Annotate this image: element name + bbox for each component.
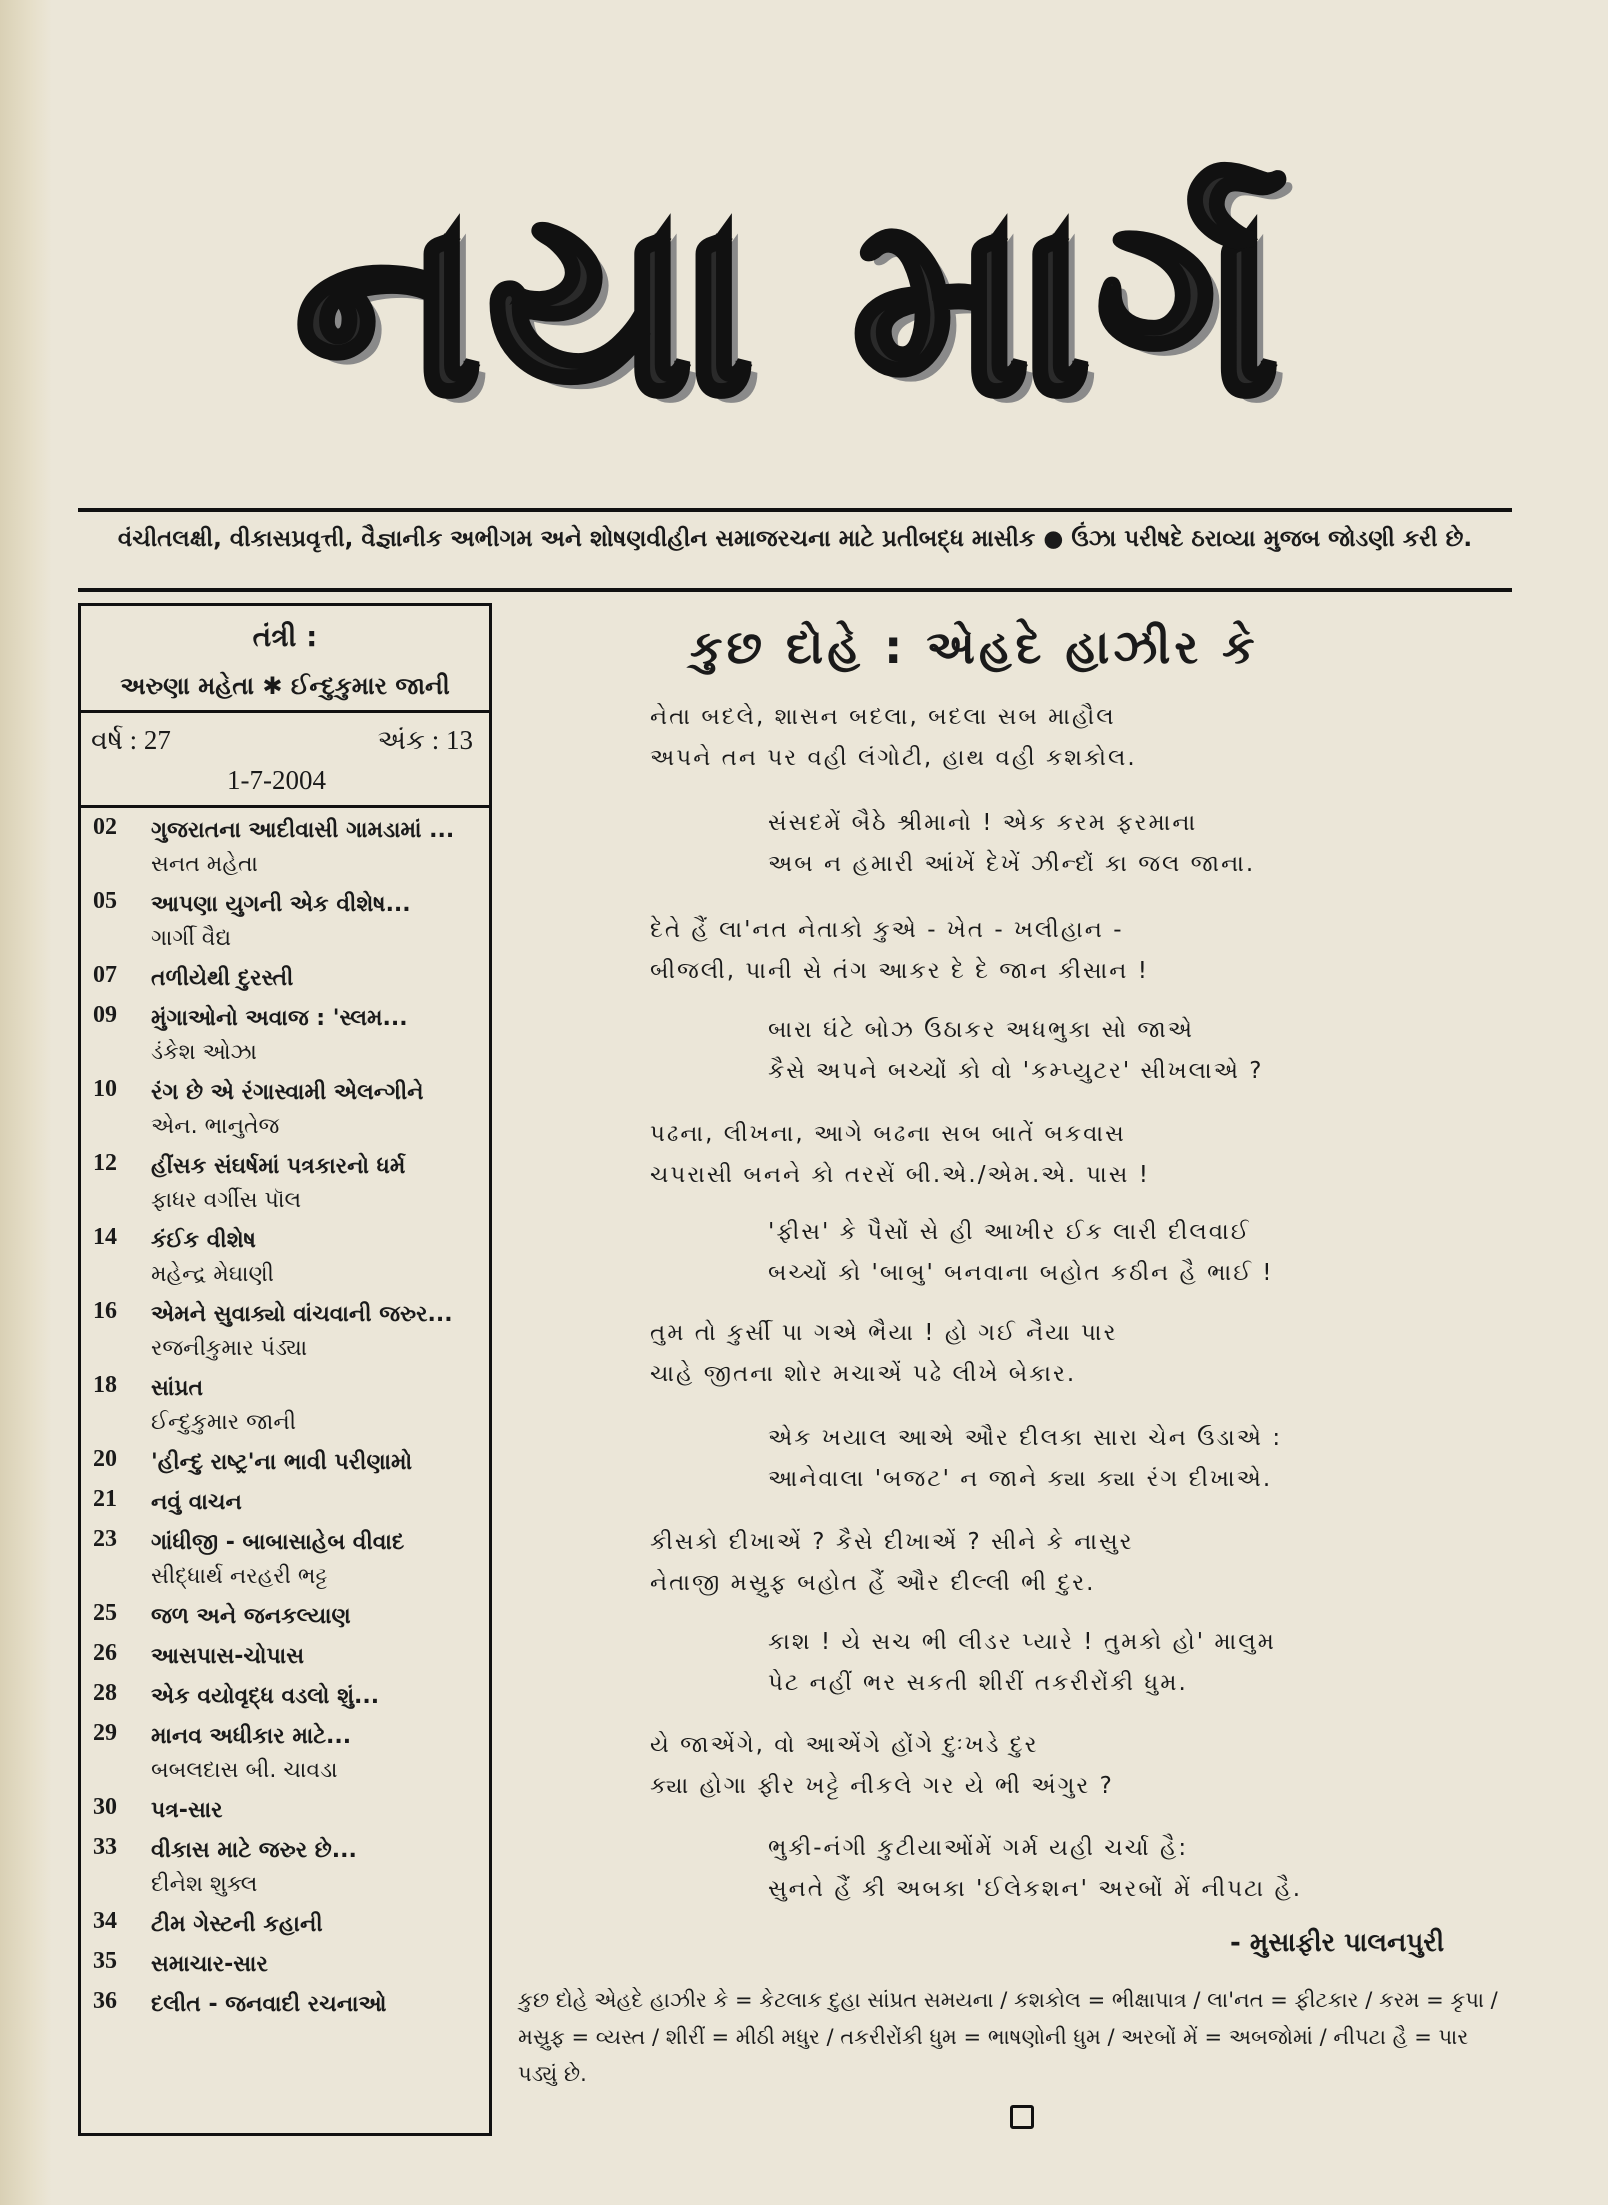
toc-item xyxy=(81,888,489,956)
toc-item xyxy=(81,1720,489,1788)
editor-box xyxy=(81,606,489,713)
issue-date: 1-7-2004 xyxy=(227,765,326,795)
masthead xyxy=(200,159,1380,450)
poem-stanza xyxy=(650,910,1149,992)
toc-page-number: 12 xyxy=(93,1150,117,1176)
toc-page-number: 09 xyxy=(93,1002,117,1028)
toc-title: ટીમ ગેસ્ટની કહાની xyxy=(151,1912,323,1937)
toc-item xyxy=(81,1834,489,1902)
toc-item xyxy=(81,814,489,882)
bottom-rule xyxy=(78,588,1512,592)
toc-author: સીદ્ધાર્થ નરહરી ભટ્ટ xyxy=(151,1564,328,1589)
poem-line: બચ્ચોં કો 'બાબુ' બનવાના બહોત કઠીન હૈ ભાઈ ! xyxy=(768,1260,1274,1286)
poem-line: કીસકો દીખાએં ? કૈસે દીખાએં ? સીને કે નાસુર xyxy=(650,1529,1134,1555)
toc-page-number: 02 xyxy=(93,814,117,840)
toc-page-number: 26 xyxy=(93,1640,117,1666)
toc-page-number: 29 xyxy=(93,1720,117,1746)
toc-author: એન. ભાનુતેજ xyxy=(151,1114,280,1139)
toc-page-number: 28 xyxy=(93,1680,117,1706)
toc-item xyxy=(81,1224,489,1292)
toc-item xyxy=(81,1988,489,2022)
poem-line: ચપરાસી બનને કો તરસેં બી.એ./એમ.એ. પાસ ! xyxy=(650,1162,1150,1188)
toc-page-number: 16 xyxy=(93,1298,117,1324)
toc-title: આપણા યુગની એક વીશેષ... xyxy=(151,892,411,917)
toc-item xyxy=(81,1298,489,1366)
editor-label: તંત્રી : xyxy=(252,620,318,653)
toc-item xyxy=(81,1794,489,1828)
poem-line: ક્યા હોગા ફીર ખટ્ટે નીકલે ગર યે ભી અંગુર ? xyxy=(650,1773,1114,1799)
poem-line: પેટ નહીં ભર સકતી શીરીં તકરીરોંકી ધુમ. xyxy=(768,1670,1188,1696)
toc-page-number: 07 xyxy=(93,962,117,988)
toc-title: મુંગાઓનો અવાજ : 'સ્લમ... xyxy=(151,1006,408,1031)
toc-item xyxy=(81,1948,489,1982)
poem-line: ભુકી-નંગી કુટીયાઓંમેં ગર્મ યહી ચર્ચા હૈ: xyxy=(768,1835,1189,1861)
editor-names: અરુણા મહેતા ✱ ઈન્દુકુમાર જાની xyxy=(120,672,450,700)
toc-title: માનવ અધીકાર માટે... xyxy=(151,1724,352,1749)
toc-title: કંઈક વીશેષ xyxy=(151,1228,256,1253)
poem-stanza xyxy=(768,1418,1282,1500)
toc-page-number: 35 xyxy=(93,1948,117,1974)
table-of-contents xyxy=(78,603,492,2136)
poem-line: બારા ઘંટે બોઝ ઉઠાકર અધભુકા સો જાએ xyxy=(768,1017,1195,1043)
toc-page-number: 34 xyxy=(93,1908,117,1934)
poem-stanza xyxy=(650,1725,1114,1807)
toc-title: નવું વાચન xyxy=(151,1490,242,1515)
toc-item xyxy=(81,1076,489,1144)
toc-title: વીકાસ માટે જરુર છે... xyxy=(151,1838,357,1863)
paper-edge xyxy=(0,0,52,2205)
toc-page-number: 14 xyxy=(93,1224,117,1250)
end-mark-icon xyxy=(1010,2105,1034,2129)
poem-line: ચાહે જીતના શોર મચાએં પઢે લીખે બેકાર. xyxy=(650,1361,1077,1387)
poem-line: દેતે હૈં લા'નત નેતાકો કુએ - ખેત - ખલીહાન - xyxy=(650,917,1124,943)
toc-page-number: 23 xyxy=(93,1526,117,1552)
poem-stanza xyxy=(768,1010,1263,1092)
toc-page-number: 25 xyxy=(93,1600,117,1626)
poem-stanza xyxy=(768,803,1255,885)
poem-line: કૈસે અપને બચ્ચોં કો વો 'કમ્પ્યુટર' સીખલાએ ? xyxy=(768,1058,1264,1084)
poem-stanza xyxy=(650,1522,1134,1604)
poem-stanza xyxy=(768,1212,1274,1294)
poem-line: નેતાજી મસ્રુફ બહોત હૈં ઔર દીલ્લી ભી દુર. xyxy=(650,1570,1096,1596)
poem-line: એક ખયાલ આએ ઔર દીલકા સારા ચેન ઉડાએ : xyxy=(768,1425,1283,1451)
toc-item xyxy=(81,1002,489,1070)
toc-page-number: 36 xyxy=(93,1988,117,2014)
toc-page-number: 21 xyxy=(93,1486,117,1512)
toc-item xyxy=(81,1600,489,1634)
toc-title: પત્ર-સાર xyxy=(151,1798,223,1823)
poem-stanza xyxy=(768,1622,1276,1704)
poem-line: સુનતે હૈં કી અબકા 'ઈલેકશન' અરબોં મેં નીપટા હૈ. xyxy=(768,1876,1303,1902)
poem-line: 'ફીસ' કે પૈસોં સે હી આખીર ઈક લારી દીલવાઈ xyxy=(768,1219,1251,1245)
toc-author: રજનીકુમાર પંડ્યા xyxy=(151,1336,308,1361)
poem-line: કાશ ! યે સચ ભી લીડર પ્યારે ! તુમકો હો' માલુમ xyxy=(768,1629,1276,1655)
toc-author: ડંકેશ ઓઝા xyxy=(151,1040,257,1065)
toc-title: હીંસક સંઘર્ષમાં પત્રકારનો ધર્મ xyxy=(151,1154,406,1179)
poem-line: અપને તન પર વહી લંગોટી, હાથ વહી કશકોલ. xyxy=(650,745,1137,771)
toc-author: ઈન્દુકુમાર જાની xyxy=(151,1410,296,1435)
toc-page-number: 10 xyxy=(93,1076,117,1102)
contents-list xyxy=(81,808,489,2022)
toc-title: રંગ છે એ રંગાસ્વામી એલન્ગીને xyxy=(151,1080,424,1105)
toc-item xyxy=(81,1486,489,1520)
poem-author: - મુસાફીર પાલનપુરી xyxy=(1230,1928,1445,1958)
poem-stanza xyxy=(768,1828,1302,1910)
poem-line: અબ ન હમારી આંખેં દેખેં ઝીન્દોં કા જલ જાના. xyxy=(768,851,1256,877)
poem-line: સંસદમેં બૈઠે શ્રીમાનો ! એક કરમ ફરમાના xyxy=(768,810,1198,836)
toc-item xyxy=(81,962,489,996)
toc-title: તળીયેથી દુરસ્તી xyxy=(151,966,294,991)
toc-title: ગુજરાતના આદીવાસી ગામડામાં ... xyxy=(151,818,455,843)
poem-line: આનેવાલા 'બજટ' ન જાને ક્યા ક્યા રંગ દીખાએ. xyxy=(768,1466,1273,1492)
top-rule xyxy=(78,508,1512,512)
toc-author: સનત મહેતા xyxy=(151,852,258,877)
toc-page-number: 30 xyxy=(93,1794,117,1820)
toc-author: મહેન્દ્ર મેઘાણી xyxy=(151,1262,274,1287)
poem-line: તુમ તો કુર્સી પા ગએ ભૈયા ! હો ગઈ નૈયા પાર xyxy=(650,1320,1118,1346)
poem-line: યે જાએંગે, વો આએંગે હોંગે દુઃખડે દુર xyxy=(650,1732,1039,1758)
toc-title: આસપાસ-ચોપાસ xyxy=(151,1644,305,1669)
toc-title: સાંપ્રત xyxy=(151,1376,204,1401)
glossary: કુછ દોહે એહદે હાઝીર કે = કેટલાક દુહા સાંપ્રત સમયના / કશકોલ = ભીક્ષાપાત્ર / લા'નત = ફીટકાર / કરમ = કૃપા / મસ્રુફ = વ્યસ્ત / શીરીં = મીઠી મધુર / તકરીરોંકી ધુમ = ભાષણોની ધુમ / અરબોં મેં = અબજોમાં / નીપટા હૈ = પાર પડ્યું છે. xyxy=(518,1988,1498,2086)
toc-title: દલીત - જનવાદી રચનાઓ xyxy=(151,1992,387,2017)
poem-line: નેતા બદલે, શાસન બદલા, બદલા સબ માહૌલ xyxy=(650,704,1116,730)
poem-line: પઢના, લીખના, આગે બઢના સબ બાતેં બકવાસ xyxy=(650,1121,1126,1147)
poem-title: કુછ દોહે : એહદે હાઝીર કે xyxy=(690,620,1259,674)
poem-stanza xyxy=(650,1313,1117,1395)
masthead-title: નયા માર્ગ xyxy=(295,159,1285,450)
toc-author: દીનેશ શુક્લ xyxy=(151,1872,258,1897)
toc-item xyxy=(81,1150,489,1218)
toc-page-number: 33 xyxy=(93,1834,117,1860)
toc-item xyxy=(81,1372,489,1440)
toc-author: ગાર્ગી વૈદ્ય xyxy=(151,926,232,951)
issue-number: અંક : 13 xyxy=(377,725,473,755)
toc-author: ફાધર વર્ગીસ પૉલ xyxy=(151,1188,302,1213)
toc-page-number: 05 xyxy=(93,888,117,914)
toc-item xyxy=(81,1908,489,1942)
toc-item xyxy=(81,1446,489,1480)
toc-page-number: 20 xyxy=(93,1446,117,1472)
poem-stanza xyxy=(650,1114,1150,1196)
issue-info xyxy=(81,713,489,808)
toc-title: 'હીન્દુ રાષ્ટ્ર'ના ભાવી પરીણામો xyxy=(151,1450,413,1475)
toc-item xyxy=(81,1526,489,1594)
volume-year: વર્ષ : 27 xyxy=(91,725,171,755)
toc-title: જળ અને જનકલ્યાણ xyxy=(151,1604,351,1629)
toc-title: એમને સુવાક્યો વાંચવાની જરુર... xyxy=(151,1302,453,1327)
toc-page-number: 18 xyxy=(93,1372,117,1398)
toc-item xyxy=(81,1680,489,1714)
toc-author: બબલદાસ બી. ચાવડા xyxy=(151,1758,338,1783)
toc-title: એક વયોવૃદ્ધ વડલો શું... xyxy=(151,1684,380,1709)
toc-title: સમાચાર-સાર xyxy=(151,1952,268,1977)
tagline: વંચીતલક્ષી, વીકાસપ્રવૃત્તી, વૈજ્ઞાનીક અભીગમ અને શોષણવીહીન સમાજરચના માટે પ્રતીબદ્ધ માસીક ● ઉંઝા પરીષદે ઠરાવ્યા મુજબ જોડણી કરી છે. xyxy=(117,526,1473,552)
toc-title: ગાંધીજી - બાબાસાહેબ વીવાદ xyxy=(151,1530,405,1555)
toc-item xyxy=(81,1640,489,1674)
poem-line: બીજલી, પાની સે તંગ આકર દે દે જાન કીસાન ! xyxy=(650,958,1149,984)
poem-stanza xyxy=(650,697,1137,779)
